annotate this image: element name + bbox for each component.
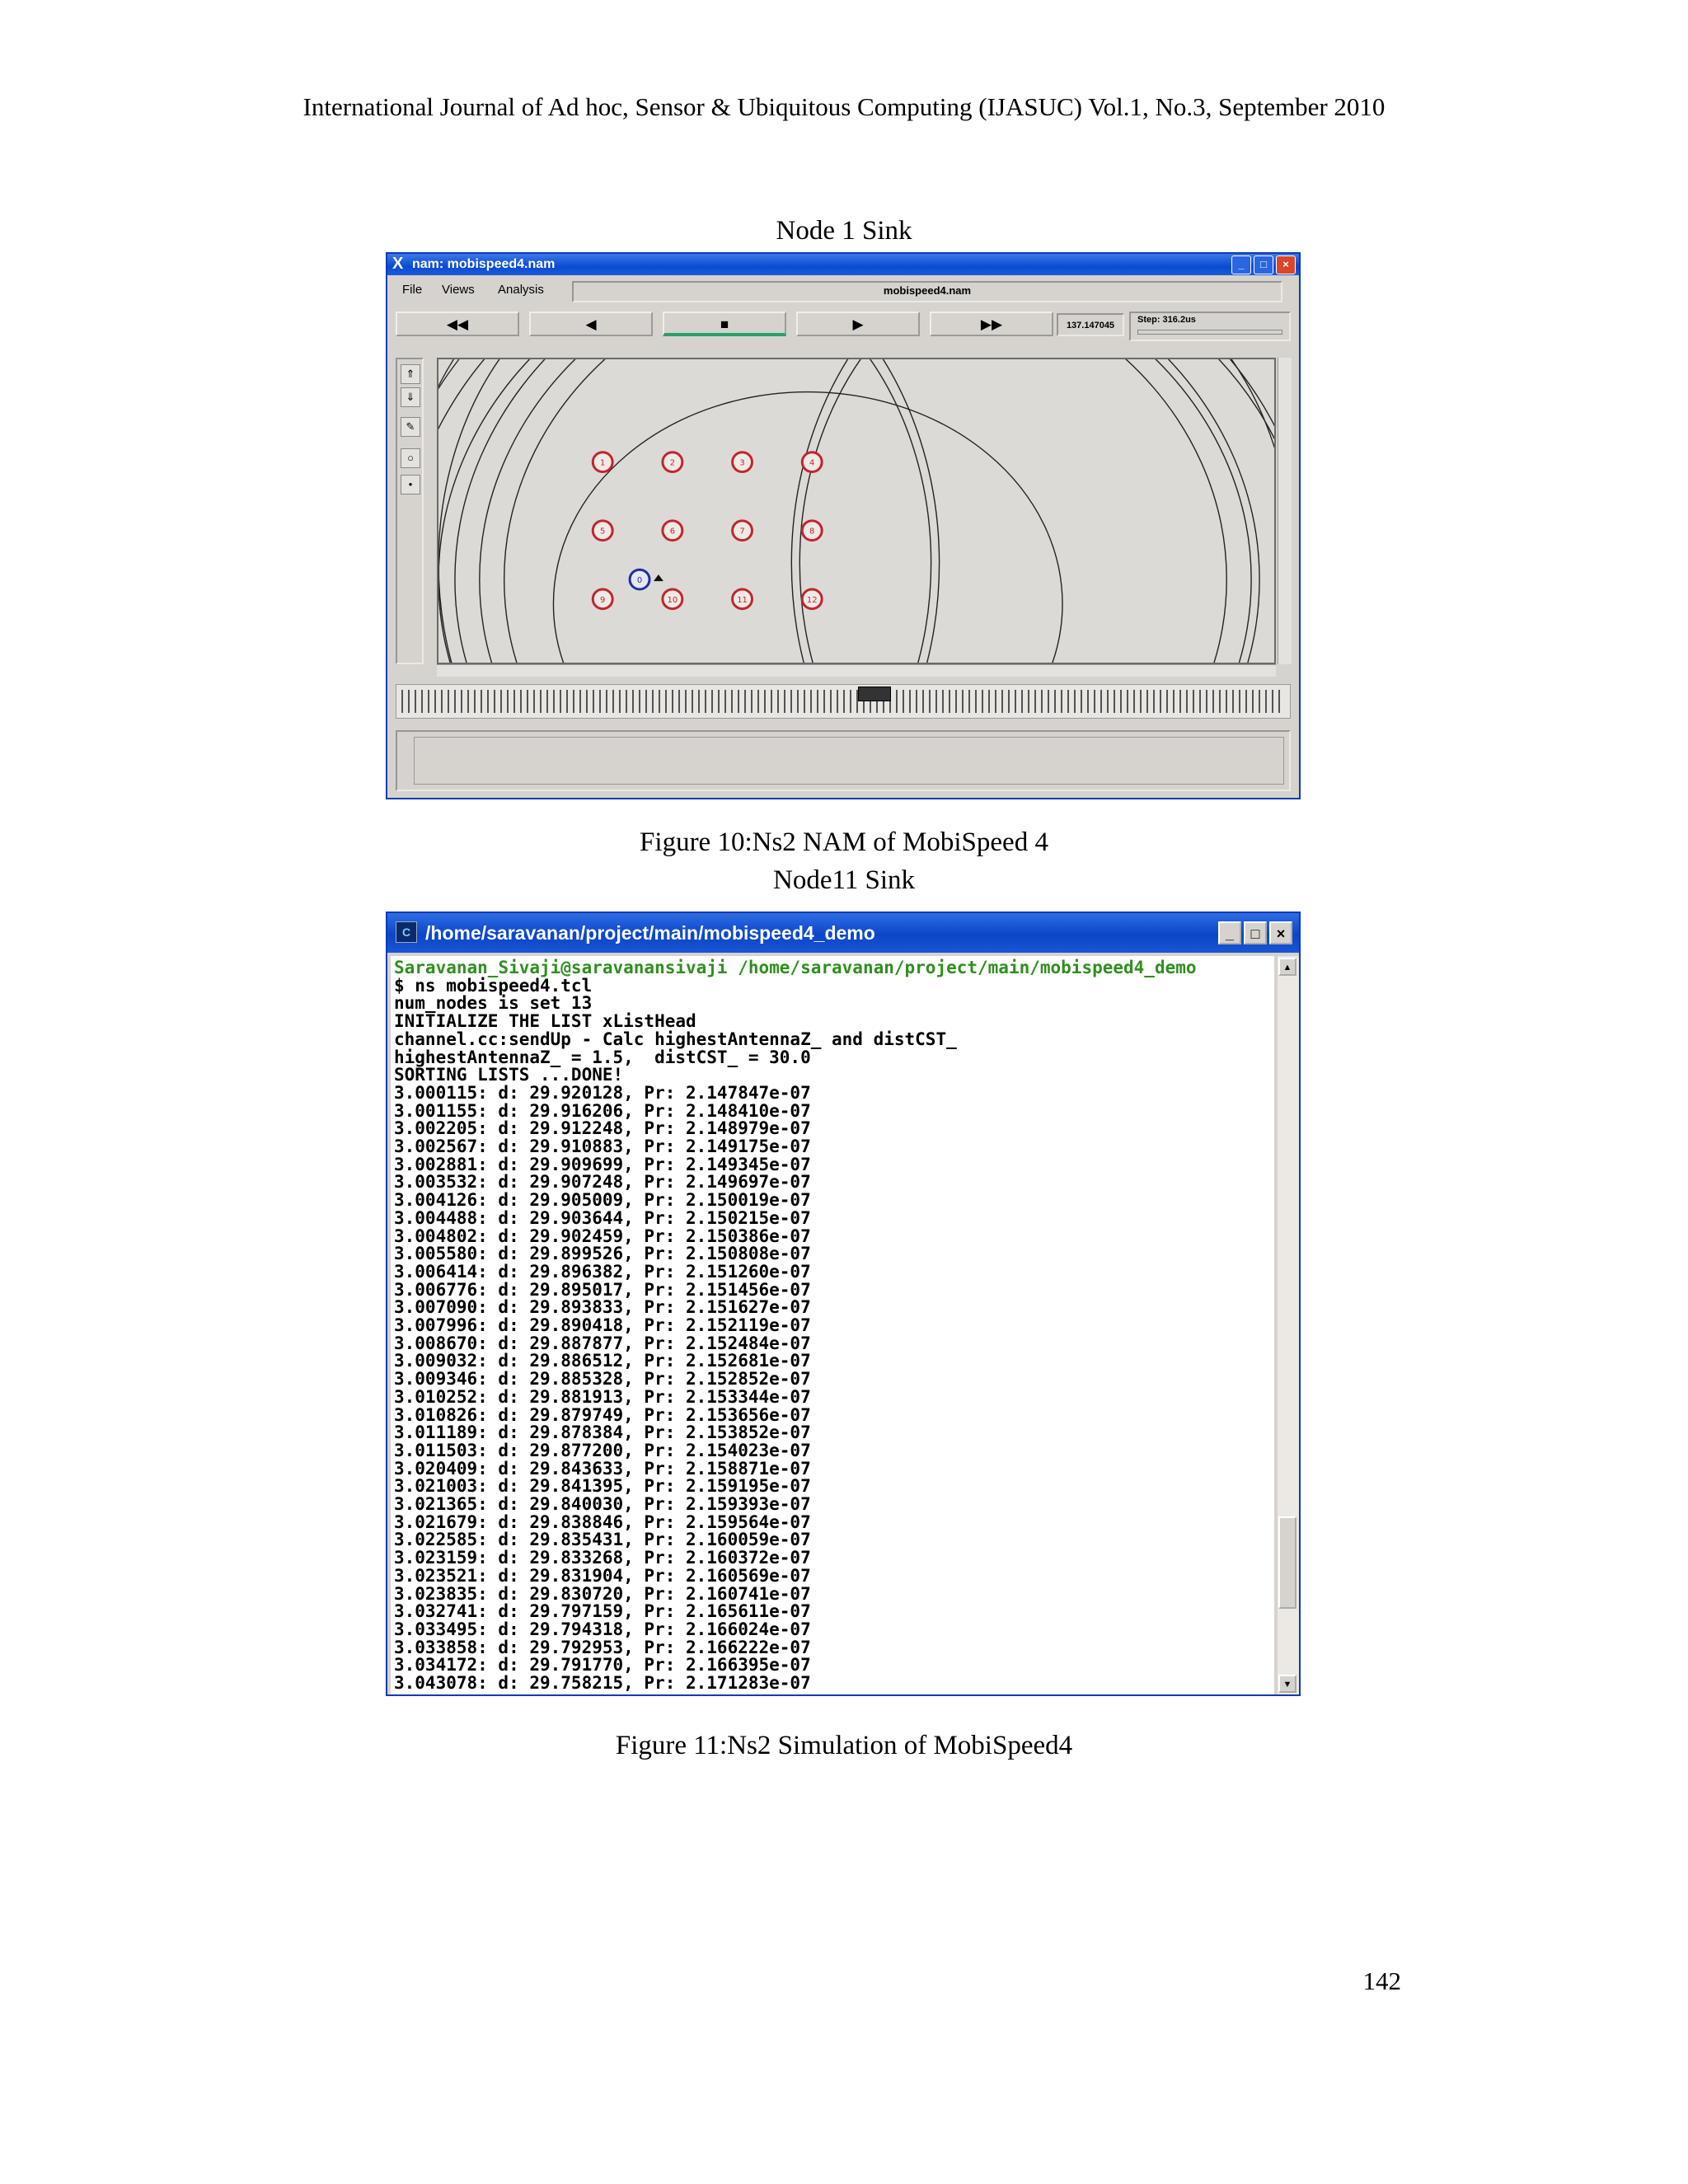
terminal-line: 3.021003: d: 29.841395, Pr: 2.159195e-07 bbox=[394, 1476, 811, 1497]
signal-arc bbox=[438, 358, 1259, 664]
rewind-button[interactable]: ◀◀ bbox=[396, 312, 519, 336]
nam-horizontal-scrollbar[interactable] bbox=[437, 664, 1276, 677]
stop-button[interactable]: ■ bbox=[663, 312, 786, 336]
terminal-line: 3.005580: d: 29.899526, Pr: 2.150808e-07 bbox=[394, 1244, 811, 1264]
scroll-up-icon[interactable]: ▲ bbox=[1278, 958, 1296, 976]
terminal-line: 3.007996: d: 29.890418, Pr: 2.152119e-07 bbox=[394, 1315, 811, 1335]
circle-tool-icon[interactable]: ○ bbox=[401, 448, 420, 468]
terminal-line: 3.001155: d: 29.916206, Pr: 2.148410e-07 bbox=[394, 1100, 811, 1121]
x-app-icon: X bbox=[392, 255, 404, 273]
terminal-line: 3.034172: d: 29.791770, Pr: 2.166395e-07 bbox=[394, 1655, 811, 1675]
close-icon[interactable]: × bbox=[1269, 921, 1292, 944]
terminal-line: 3.020409: d: 29.843633, Pr: 2.158871e-07 bbox=[394, 1458, 811, 1479]
figure11-caption: Figure 11:Ns2 Simulation of MobiSpeed4 bbox=[615, 1731, 1073, 1760]
node-label: 11 bbox=[737, 595, 748, 605]
terminal-line: 3.004126: d: 29.905009, Pr: 2.150019e-07 bbox=[394, 1190, 811, 1211]
menu-views[interactable]: Views bbox=[442, 283, 475, 297]
figure11-node-label: Node11 Sink bbox=[772, 865, 916, 895]
node-label: 1 bbox=[600, 458, 606, 468]
signal-arc bbox=[437, 358, 1276, 664]
terminal-line: 3.021365: d: 29.840030, Pr: 2.159393e-07 bbox=[394, 1494, 811, 1514]
node-label: 6 bbox=[669, 527, 676, 537]
signal-arc bbox=[504, 358, 1227, 664]
signal-arc bbox=[437, 358, 1276, 664]
terminal-line: 3.021679: d: 29.838846, Pr: 2.159564e-07 bbox=[394, 1511, 811, 1532]
scroll-thumb[interactable] bbox=[1278, 1516, 1296, 1609]
nam-file-field: mobispeed4.nam bbox=[572, 281, 1282, 302]
play-button[interactable]: ▶ bbox=[796, 312, 920, 336]
terminal-titlebar[interactable] bbox=[387, 913, 1299, 953]
scroll-down-icon[interactable]: ▼ bbox=[1278, 1675, 1296, 1693]
terminal-prompt-line: Saravanan_Sivaji@saravanansivaji /home/saravanan/project/main/mobispeed4_demo bbox=[394, 958, 1197, 977]
terminal-line: 3.043078: d: 29.758215, Pr: 2.171283e-07 bbox=[394, 1673, 811, 1693]
timeline-marker[interactable] bbox=[858, 687, 891, 701]
step-label: Step: 316.2us bbox=[1137, 315, 1196, 325]
mobile-node-label: 0 bbox=[636, 576, 643, 586]
nam-toolbox bbox=[396, 358, 424, 664]
terminal-window bbox=[386, 912, 1301, 1696]
node-label: 12 bbox=[806, 595, 818, 605]
terminal-output[interactable] bbox=[391, 956, 1274, 1694]
close-icon[interactable]: × bbox=[1276, 255, 1296, 274]
minimize-icon[interactable]: _ bbox=[1231, 255, 1251, 274]
maximize-icon[interactable]: □ bbox=[1244, 921, 1267, 944]
menu-analysis[interactable]: Analysis bbox=[498, 283, 544, 297]
journal-header: International Journal of Ad hoc, Sensor & Ubiquitous Computing (IJASUC) Vol.1, No.3, September 2010 bbox=[302, 92, 1386, 121]
zoom-out-icon[interactable]: ⇓ bbox=[401, 387, 420, 407]
terminal-line: 3.002567: d: 29.910883, Pr: 2.149175e-07 bbox=[394, 1137, 811, 1156]
terminal-line: 3.010252: d: 29.881913, Pr: 2.153344e-07 bbox=[394, 1386, 811, 1407]
terminal-line: 3.002881: d: 29.909699, Pr: 2.149345e-07 bbox=[394, 1154, 811, 1174]
terminal-line: 3.023521: d: 29.831904, Pr: 2.160569e-07 bbox=[394, 1565, 811, 1586]
terminal-line: 3.022585: d: 29.835431, Pr: 2.160059e-07 bbox=[394, 1530, 811, 1550]
nam-timeline[interactable] bbox=[396, 684, 1291, 719]
nam-topology-canvas[interactable] bbox=[437, 358, 1276, 664]
terminal-line: 3.009032: d: 29.886512, Pr: 2.152681e-07 bbox=[394, 1351, 811, 1371]
terminal-app-icon: C bbox=[396, 921, 417, 943]
terminal-line: 3.003532: d: 29.907248, Pr: 2.149697e-07 bbox=[394, 1172, 811, 1193]
terminal-line: 3.007090: d: 29.893833, Pr: 2.151627e-07 bbox=[394, 1297, 811, 1318]
edit-icon[interactable]: ✎ bbox=[401, 417, 420, 437]
node-label: 7 bbox=[739, 527, 745, 537]
fast-forward-button[interactable]: ▶▶ bbox=[930, 312, 1053, 336]
nam-window bbox=[386, 252, 1301, 799]
terminal-line: 3.008670: d: 29.887877, Pr: 2.152484e-07 bbox=[394, 1333, 811, 1353]
direction-arrow-icon bbox=[654, 574, 663, 581]
dot-tool-icon[interactable]: • bbox=[401, 475, 420, 494]
nam-annotation-panel bbox=[396, 730, 1291, 791]
signal-arc bbox=[455, 358, 1276, 664]
terminal-line: INITIALIZE THE LIST xListHead bbox=[394, 1011, 696, 1032]
signal-arcs bbox=[437, 358, 1276, 664]
step-slider[interactable] bbox=[1129, 312, 1291, 341]
terminal-line: 3.011189: d: 29.878384, Pr: 2.153852e-07 bbox=[394, 1422, 811, 1443]
nam-vertical-scrollbar[interactable] bbox=[1278, 358, 1292, 664]
terminal-line: highestAntennaZ_ = 1.5, distCST_ = 30.0 bbox=[394, 1047, 811, 1067]
node-label: 8 bbox=[809, 527, 815, 537]
figure10-caption: Figure 10:Ns2 NAM of MobiSpeed 4 bbox=[640, 827, 1048, 857]
terminal-line: 3.010826: d: 29.879749, Pr: 2.153656e-07 bbox=[394, 1404, 811, 1425]
backward-play-button[interactable]: ◀ bbox=[529, 312, 653, 336]
zoom-in-icon[interactable]: ⇑ bbox=[401, 364, 420, 384]
timeline-ticks bbox=[401, 690, 1285, 713]
terminal-line: 3.004802: d: 29.902459, Pr: 2.150386e-07 bbox=[394, 1226, 811, 1246]
figure10-node-label: Node 1 Sink bbox=[776, 216, 912, 246]
terminal-window-title: /home/saravanan/project/main/mobispeed4_demo bbox=[425, 922, 875, 944]
terminal-line: SORTING LISTS ...DONE! bbox=[394, 1065, 624, 1085]
terminal-line: 3.006776: d: 29.895017, Pr: 2.151456e-07 bbox=[394, 1279, 811, 1300]
terminal-line: 3.006414: d: 29.896382, Pr: 2.151260e-07 bbox=[394, 1261, 811, 1282]
terminal-line: 3.002205: d: 29.912248, Pr: 2.148979e-07 bbox=[394, 1118, 811, 1139]
node-label: 10 bbox=[667, 595, 678, 605]
terminal-line: 3.009346: d: 29.885328, Pr: 2.152852e-07 bbox=[394, 1369, 811, 1390]
node-label: 5 bbox=[600, 527, 606, 537]
terminal-line: 3.023159: d: 29.833268, Pr: 2.160372e-07 bbox=[394, 1548, 811, 1568]
terminal-vertical-scrollbar[interactable] bbox=[1278, 956, 1299, 1694]
terminal-line: 3.033495: d: 29.794318, Pr: 2.166024e-07 bbox=[394, 1619, 811, 1639]
terminal-line: num_nodes is set 13 bbox=[394, 993, 593, 1014]
nam-nodes bbox=[593, 452, 822, 609]
nam-titlebar[interactable] bbox=[387, 254, 1299, 275]
terminal-line: 3.004488: d: 29.903644, Pr: 2.150215e-07 bbox=[394, 1207, 811, 1228]
terminal-line: 3.000115: d: 29.920128, Pr: 2.147847e-07 bbox=[394, 1082, 811, 1103]
time-readout: 137.147045 bbox=[1057, 313, 1124, 336]
node-label: 9 bbox=[600, 595, 606, 605]
terminal-line: $ ns mobispeed4.tcl bbox=[394, 975, 593, 996]
node-label: 3 bbox=[739, 458, 745, 468]
annotation-area[interactable] bbox=[414, 737, 1284, 785]
maximize-icon[interactable]: □ bbox=[1254, 255, 1273, 274]
node-label: 4 bbox=[809, 458, 815, 468]
signal-arc bbox=[791, 358, 1276, 664]
signal-arc bbox=[480, 358, 1251, 664]
terminal-line: channel.cc:sendUp - Calc highestAntennaZ_ and distCST_ bbox=[394, 1029, 957, 1049]
step-slider-track bbox=[1137, 330, 1282, 335]
minimize-icon[interactable]: _ bbox=[1218, 921, 1241, 944]
node-label: 2 bbox=[669, 458, 676, 468]
terminal-line: 3.033858: d: 29.792953, Pr: 2.166222e-07 bbox=[394, 1637, 811, 1657]
nam-window-title: nam: mobispeed4.nam bbox=[412, 257, 556, 271]
terminal-line: 3.023835: d: 29.830720, Pr: 2.160741e-07 bbox=[394, 1583, 811, 1604]
menu-file[interactable]: File bbox=[402, 283, 423, 297]
terminal-line: 3.011503: d: 29.877200, Pr: 2.154023e-07 bbox=[394, 1440, 811, 1460]
page-number: 142 bbox=[1362, 1966, 1401, 1995]
terminal-line: 3.032741: d: 29.797159, Pr: 2.165611e-07 bbox=[394, 1601, 811, 1622]
